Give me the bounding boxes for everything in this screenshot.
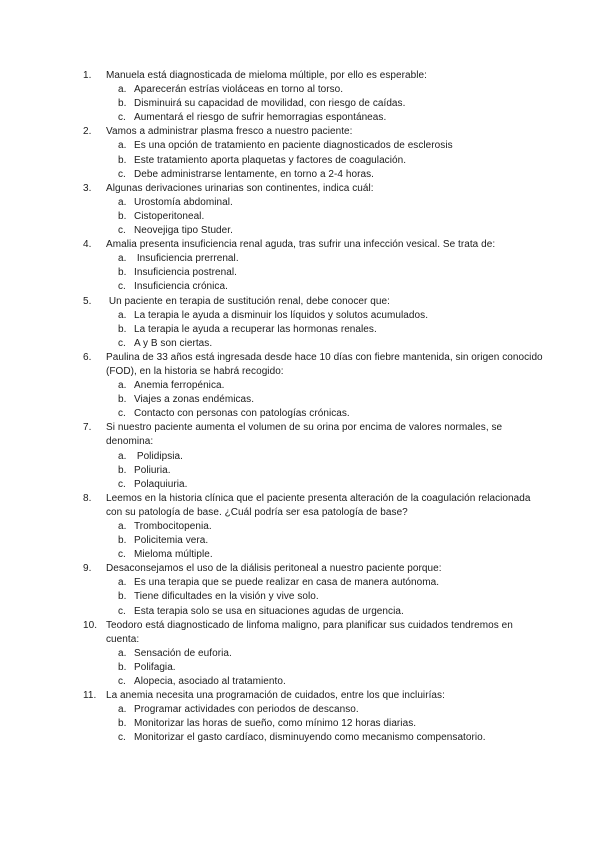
question-item: [83, 125, 544, 181]
option-letter: c.: [118, 112, 126, 124]
question-row: [83, 238, 544, 252]
option-letter: a.: [118, 84, 127, 96]
option-row: [83, 224, 544, 238]
question-text: La anemia necesita una programación de cuidados, entre los que incluirías:: [106, 690, 445, 702]
option-letter: b.: [118, 210, 127, 222]
option-row: [83, 478, 544, 492]
question-item: [83, 421, 544, 491]
option-row: [83, 731, 544, 745]
question-item: [83, 562, 544, 618]
option-letter: b.: [118, 535, 127, 547]
question-text: Amalia presenta insuficiencia renal aguda, tras sufrir una infección vesical. Se trata de:: [106, 239, 496, 251]
option-text: A y B son ciertas.: [134, 337, 213, 349]
option-text: Insuficiencia prerrenal.: [134, 253, 239, 265]
option-text: Insuficiencia crónica.: [134, 281, 228, 293]
question-text: Algunas derivaciones urinarias son continentes, indica cuál:: [106, 182, 374, 194]
question-text: Paulina de 33 años está ingresada desde hace 10 días con fiebre mantenida, sin origen conocido (FOD), en la historia se habrá recogido:: [106, 351, 546, 377]
option-text: Monitorizar el gasto cardíaco, disminuyendo como mecanismo compensatorio.: [134, 732, 486, 744]
option-row: [83, 464, 544, 478]
option-letter: c.: [118, 281, 126, 293]
option-text: Polaquiuria.: [134, 478, 188, 490]
option-letter: a.: [118, 309, 127, 321]
option-letter: a.: [118, 196, 127, 208]
option-text: Trombocitopenia.: [134, 521, 212, 532]
option-text: Viajes a zonas endémicas.: [134, 394, 255, 406]
option-text: Aparecerán estrías violáceas en torno al torso.: [134, 84, 344, 96]
option-letter: b.: [118, 591, 127, 603]
option-row: [83, 280, 544, 294]
option-letter: b.: [118, 323, 127, 335]
question-row: [83, 69, 544, 83]
option-row: [83, 647, 544, 661]
question-row: [83, 295, 544, 309]
option-row: [83, 379, 544, 393]
option-text: Policitemia vera.: [134, 535, 209, 547]
question-text: Vamos a administrar plasma fresco a nuestro paciente:: [106, 126, 353, 138]
option-text: Programar actividades con periodos de descanso.: [134, 704, 359, 716]
question-item: [83, 619, 544, 689]
option-row: [83, 717, 544, 731]
question-number: 10.: [83, 619, 98, 631]
option-letter: b.: [118, 718, 127, 730]
option-letter: c.: [118, 732, 126, 744]
option-row: [83, 520, 544, 534]
question-number: 3.: [83, 182, 92, 194]
option-row: [83, 393, 544, 407]
question-item: [83, 295, 544, 351]
option-text: Insuficiencia postrenal.: [134, 267, 237, 279]
option-letter: b.: [118, 267, 127, 279]
question-number: 9.: [83, 563, 92, 575]
option-row: [83, 139, 544, 153]
option-text: Es una opción de tratamiento en paciente diagnosticados de esclerosis: [134, 140, 453, 152]
question-item: [83, 182, 544, 238]
option-text: Es una terapia que se puede realizar en casa de manera autónoma.: [134, 577, 440, 589]
option-text: Este tratamiento aporta plaquetas y factores de coagulación.: [134, 154, 407, 166]
option-letter: a.: [118, 521, 127, 532]
option-text: Neovejiga tipo Studer.: [134, 225, 233, 237]
option-letter: c.: [118, 676, 126, 688]
option-row: [83, 605, 544, 619]
question-number: 6.: [83, 351, 92, 363]
question-text: Leemos en la historia clínica que el paciente presenta alteración de la coagulación relacionada con su patología de base. ¿Cuál podría ser esa patología de base?: [106, 492, 534, 518]
option-text: Sensación de euforia.: [134, 647, 232, 659]
option-row: [83, 590, 544, 604]
question-row: [83, 125, 544, 139]
option-text: Poliuria.: [134, 464, 171, 476]
option-row: [83, 407, 544, 421]
option-row: [83, 450, 544, 464]
question-item: [83, 351, 544, 421]
question-list: [83, 69, 544, 746]
option-letter: a.: [118, 647, 127, 659]
option-letter: c.: [118, 168, 126, 180]
option-text: Polifagia.: [134, 661, 176, 673]
option-row: [83, 252, 544, 266]
option-row: [83, 266, 544, 280]
question-row: [83, 619, 544, 647]
question-number: 2.: [83, 126, 92, 138]
option-row: [83, 97, 544, 111]
option-row: [83, 323, 544, 337]
option-row: [83, 337, 544, 351]
question-item: [83, 689, 544, 745]
question-row: [83, 689, 544, 703]
option-letter: c.: [118, 478, 126, 490]
question-item: [83, 69, 544, 125]
option-row: [83, 534, 544, 548]
question-number: 8.: [83, 492, 92, 504]
option-letter: c.: [118, 549, 126, 561]
option-text: Monitorizar las horas de sueño, como mínimo 12 horas diarias.: [134, 718, 417, 730]
option-text: La terapia le ayuda a recuperar las hormonas renales.: [134, 323, 377, 335]
option-row: [83, 576, 544, 590]
option-text: Alopecia, asociado al tratamiento.: [134, 676, 286, 688]
option-text: La terapia le ayuda a disminuir los líquidos y solutos acumulados.: [134, 309, 429, 321]
option-row: [83, 210, 544, 224]
question-text: Teodoro está diagnosticado de linfoma maligno, para planificar sus cuidados tendremos en cuenta:: [106, 619, 516, 645]
option-text: Contacto con personas con patologías crónicas.: [134, 408, 350, 420]
option-row: [83, 154, 544, 168]
option-row: [83, 548, 544, 562]
option-letter: c.: [118, 337, 126, 349]
option-text: Tiene dificultades en la visión y vive solo.: [134, 591, 319, 603]
option-row: [83, 83, 544, 97]
question-number: 4.: [83, 239, 92, 251]
option-text: Debe administrarse lentamente, en torno a 2-4 horas.: [134, 168, 374, 180]
question-row: [83, 421, 544, 449]
option-text: Disminuirá su capacidad de movilidad, con riesgo de caídas.: [134, 98, 406, 110]
question-number: 11.: [83, 690, 97, 702]
question-number: 7.: [83, 422, 92, 434]
option-text: Aumentará el riesgo de sufrir hemorragias espontáneas.: [134, 112, 387, 124]
question-row: [83, 351, 544, 379]
option-text: Esta terapia solo se usa en situaciones agudas de urgencia.: [134, 605, 404, 617]
option-letter: b.: [118, 661, 127, 673]
question-text: Si nuestro paciente aumenta el volumen de su orina por encima de valores normales, se denomina:: [106, 422, 505, 448]
option-letter: a.: [118, 380, 127, 392]
question-row: [83, 182, 544, 196]
option-row: [83, 661, 544, 675]
option-letter: a.: [118, 704, 127, 716]
option-letter: b.: [118, 394, 127, 406]
option-letter: c.: [118, 605, 126, 617]
option-letter: b.: [118, 154, 127, 166]
option-letter: a.: [118, 577, 127, 589]
option-row: [83, 703, 544, 717]
option-letter: c.: [118, 408, 126, 420]
option-text: Cistoperitoneal.: [134, 210, 205, 222]
option-text: Polidipsia.: [134, 450, 183, 462]
option-row: [83, 309, 544, 323]
option-text: Anemia ferropénica.: [134, 380, 225, 392]
question-text: Un paciente en terapia de sustitución renal, debe conocer que:: [106, 295, 390, 307]
option-text: Urostomía abdominal.: [134, 196, 233, 208]
question-item: [83, 238, 544, 294]
option-row: [83, 675, 544, 689]
option-letter: b.: [118, 464, 127, 476]
question-number: 5.: [83, 295, 92, 307]
question-text: Manuela está diagnosticada de mieloma múltiple, por ello es esperable:: [106, 70, 427, 81]
option-row: [83, 196, 544, 210]
question-row: [83, 492, 544, 520]
option-letter: a.: [118, 140, 127, 152]
option-letter: c.: [118, 225, 126, 237]
question-text: Desaconsejamos el uso de la diálisis peritoneal a nuestro paciente porque:: [106, 563, 442, 575]
option-letter: a.: [118, 253, 127, 265]
option-letter: b.: [118, 98, 127, 110]
option-row: [83, 168, 544, 182]
option-text: Mieloma múltiple.: [134, 549, 213, 561]
option-letter: a.: [118, 450, 127, 462]
option-row: [83, 111, 544, 125]
question-row: [83, 562, 544, 576]
question-item: [83, 492, 544, 562]
question-number: 1.: [83, 70, 92, 81]
